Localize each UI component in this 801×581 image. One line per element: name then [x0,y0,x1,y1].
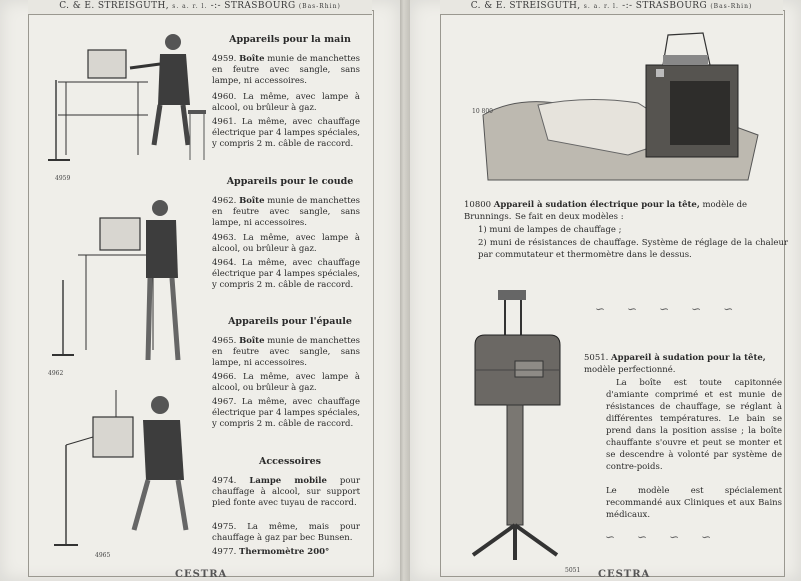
header-city: STRASBOURG [635,1,708,11]
figure-label-4962: 4962 [48,370,64,377]
entry-4964 [212,258,360,291]
figure-label-5051: 5051 [565,567,581,574]
elbow-apparatus-illustration [38,190,218,370]
entry-text: munie de manchettes en feutre avec sangle, sans lampe, ni accessoires. [212,196,361,228]
entry-text: La même, avec chauffage électrique par 4 lampes spéciales, y compris 2 m. câble de raccord. [212,117,361,149]
head-sweat-apparatus-5051-illustration [465,285,575,570]
entry-4975 [212,522,360,544]
header-sep: -:- [210,1,221,11]
entry-bold: Appareil à sudation électrique pour la tête, [493,200,700,210]
section-title-main: Appareils pour la main [229,34,351,45]
entry-bold: Appareil à sudation pour la tête, [611,353,766,363]
footer-mark-right: CESTRA [598,569,651,580]
hand-apparatus-illustration [38,20,218,180]
entry-text: pour chauffage à alcool, sur support pied fonte avec tuyau de raccord. [212,476,361,508]
entry-bold: Thermomètre 200° [239,547,330,557]
header-company: C. & E. STREISGUTH, [59,1,169,11]
entry-10800-item-1: 1) muni de lampes de chauffage ; [478,225,622,235]
entry-bold: Boîte [239,54,265,64]
entry-4960 [212,92,360,114]
entry-text: La même, avec lampe à alcool, ou brûleur à gaz. [212,92,361,113]
left-page-header [28,0,372,15]
entry-text: La même, mais pour chauffage à gaz par bec Bunsen. [212,522,360,543]
section-title-accessories: Accessoires [258,456,322,467]
header-sep: -:- [622,1,633,11]
header-sarl: s. a. r. l. [172,3,208,10]
entry-5051 [584,352,782,376]
header-sarl: s. a. r. l. [583,3,619,10]
entry-4966 [212,372,360,394]
entry-num: 4962. [212,196,237,206]
figure-label-4959: 4959 [55,175,71,182]
entry-4959 [212,54,360,87]
entry-num: 4960. [212,92,237,102]
section-title-elbow: Appareils pour le coude [226,176,354,187]
entry-bold: Boîte [239,196,265,206]
entry-num: 5051. [584,353,609,363]
entry-text: La même, avec lampe à alcool, ou brûleur à gaz. [212,233,361,254]
figure-label-10800: 10 800 [472,108,493,115]
entry-4967 [212,397,360,430]
entry-num: 4974. [212,476,237,486]
entry-num: 4967. [212,397,237,407]
right-page-header [440,0,783,15]
shoulder-apparatus-illustration [38,385,218,560]
entry-text: modèle de Brunnings. [464,200,748,222]
footer-mark-left: CESTRA [175,569,228,580]
decorative-swirls-top: ∽∽∽∽∽ [595,302,756,316]
decorative-swirls-bottom: ∽∽∽∽ [605,530,734,544]
entry-text: La même, avec chauffage électrique par 4 lampes spéciales, y compris 2 m. câble de raccord. [212,258,361,290]
entry-text: La même, avec lampe à alcool, ou brûleur à gaz. [212,372,361,393]
entry-4962 [212,196,360,229]
header-company: C. & E. STREISGUTH, [470,1,581,11]
section-title-shoulder: Appareils pour l'épaule [228,316,352,327]
entry-num: 4975. [212,522,237,532]
right-page [410,0,801,581]
entry-text: La même, avec chauffage électrique par 4 lampes spéciales, y compris 2 m. câble de raccord. [212,397,361,429]
entry-4961 [212,117,360,150]
entry-num: 10800 [464,200,492,210]
header-city: STRASBOURG [224,1,296,11]
entry-text: modèle perfectionné. [584,365,676,375]
entry-text: munie de manchettes en feutre avec sangle, sans lampe, ni accessoires. [212,336,361,368]
entry-num: 4963. [212,233,237,243]
entry-bold: Lampe mobile [249,476,327,486]
entry-5051-recommendation: Le modèle est spécialement recommandé aux Cliniques et aux Bains médicaux. [606,486,782,520]
entry-text: munie de manchettes en feutre avec sangle, sans lampe, ni accessoires. [212,54,361,86]
entry-4974 [212,476,360,509]
header-region: (Bas-Rhin) [710,3,753,10]
left-page [0,0,400,581]
entry-num: 4959. [212,54,237,64]
entry-5051-description: La boîte est toute capitonnée d'amiante comprimé et est munie de résistances de chauffage, se réglant à différentes températures. Le bain se prend dans la position assise ; la boîte chauffante s'ouvre et peut se monter et se descendre à volonté par système de contre-poids. [606,378,782,472]
entry-num: 4964. [212,258,237,268]
entry-num: 4965. [212,336,237,346]
entry-bold: Boîte [239,336,265,346]
header-region: (Bas-Rhin) [298,3,341,10]
entry-num: 4966. [212,372,237,382]
entry-4965 [212,336,360,369]
figure-label-4965: 4965 [95,552,111,559]
entry-10800-item-2: 2) muni de résistances de chauffage. Système de réglage de la chaleur par commutateur et thermomètre dans le dessus. [478,238,788,260]
entry-4977 [212,547,360,558]
entry-num: 4977. [212,547,237,557]
head-sweat-box-brunnings-illustration [478,25,768,195]
entry-num: 4961. [212,117,237,127]
entry-4963 [212,233,360,255]
entry-10800-sub: Se fait en deux modèles : [515,212,624,222]
